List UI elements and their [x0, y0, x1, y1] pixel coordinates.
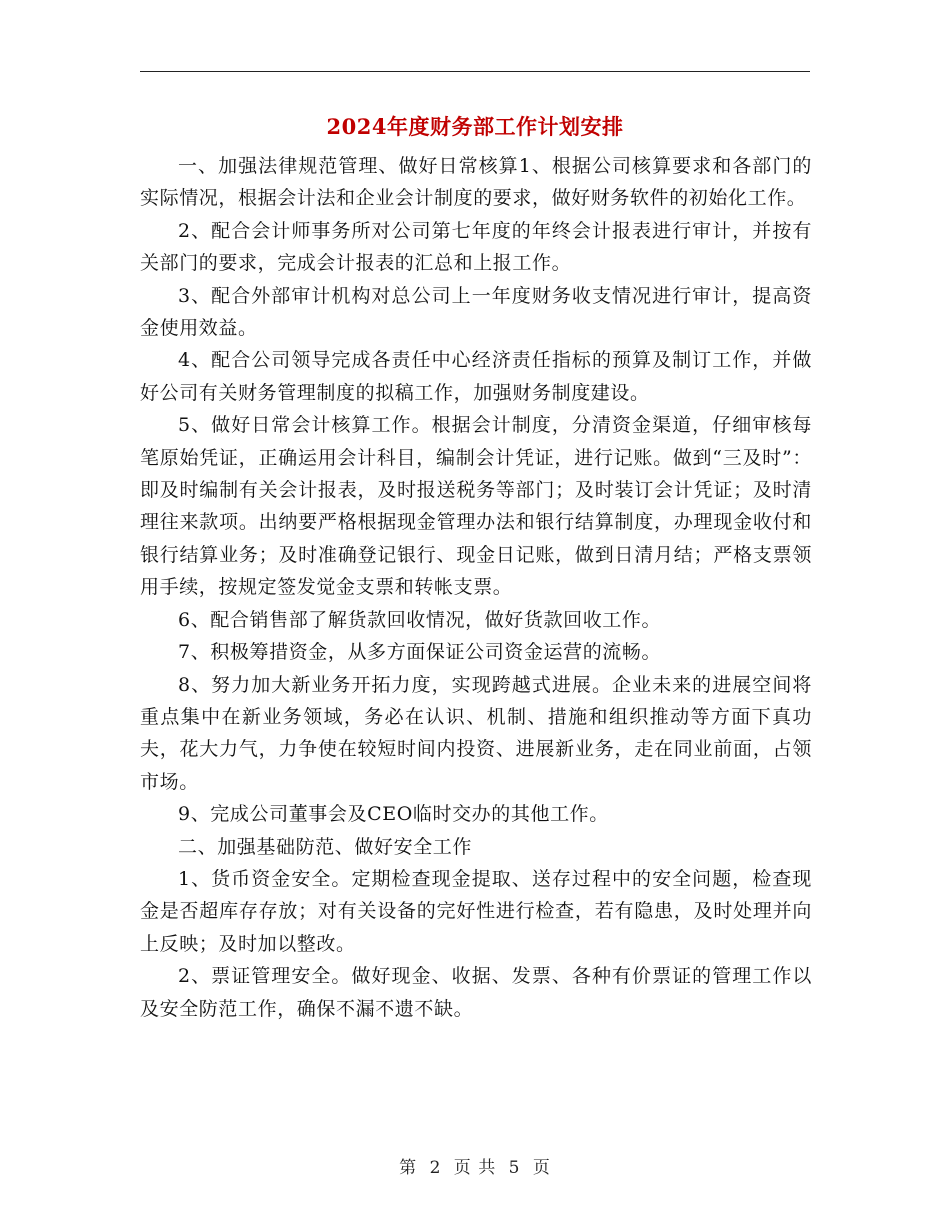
header-rule — [140, 71, 810, 72]
paragraph: 一、加强法律规范管理、做好日常核算1、根据公司核算要求和各部门的实际情况，根据会计法和企业会计制度的要求，做好财务软件的初始化工作。 — [140, 155, 812, 210]
paragraph: 2、配合会计师事务所对公司第七年度的年终会计报表进行审计，并按有关部门的要求，完成会计报表的汇总和上报工作。 — [140, 219, 812, 275]
footer-middle: 页 共 — [453, 1158, 497, 1178]
paragraph: 5、做好日常会计核算工作。根据会计制度，分清资金渠道，仔细审核每笔原始凭证，正确运用会计科目，编制会计凭证，进行记账。做到“三及时”：即及时编制有关会计报表，及时报送税务等部门；及时装订会计凭证；及时清理往来款项。出纳要严格根据现金管理办法和银行结算制度，办理现金收付和银行结算业务；及时准确登记银行、现金日记账，做到日清月结；严格支票领用手续，按规定签发觉金支票和转帐支票。 — [140, 414, 812, 599]
footer-suffix: 页 — [532, 1158, 551, 1178]
paragraph: 2、票证管理安全。做好现金、收据、发票、各种有价票证的管理工作以及安全防范工作，确保不漏不遗不缺。 — [140, 965, 812, 1020]
page-footer — [0, 1153, 950, 1178]
paragraph: 7、积极筹措资金，从多方面保证公司资金运营的流畅。 — [178, 641, 662, 664]
paragraph: 3、配合外部审计机构对总公司上一年度财务收支情况进行审计，提高资金使用效益。 — [140, 284, 812, 340]
document-title: 2024年度财务部工作计划安排 — [326, 114, 624, 139]
paragraph: 4、配合公司领导完成各责任中心经济责任指标的预算及制订工作，并做好公司有关财务管理制度的拟稿工作，加强财务制度建设。 — [140, 349, 812, 404]
current-page-number: 2 — [429, 1158, 442, 1178]
document-body — [140, 150, 812, 1025]
paragraph: 1、货币资金安全。定期检查现金提取、送存过程中的安全问题，检查现金是否超库存存放；对有关设备的完好性进行检查，若有隐患，及时处理并向上反映；及时加以整改。 — [140, 867, 812, 955]
total-pages-number: 5 — [508, 1158, 521, 1178]
paragraph: 6、配合销售部了解货款回收情况，做好货款回收工作。 — [178, 608, 662, 631]
paragraph: 8、努力加大新业务开拓力度，实现跨越式进展。企业未来的进展空间将重点集中在新业务领域，务必在认识、机制、措施和组织推动等方面下真功夫，花大力气，力争使在较短时间内投资、进展新业务，走在同业前面，占领市场。 — [140, 673, 812, 793]
footer-prefix: 第 — [399, 1158, 418, 1178]
section-heading: 二、加强基础防范、做好安全工作 — [178, 835, 473, 858]
paragraph: 9、完成公司董事会及CEO临时交办的其他工作。 — [178, 803, 609, 826]
